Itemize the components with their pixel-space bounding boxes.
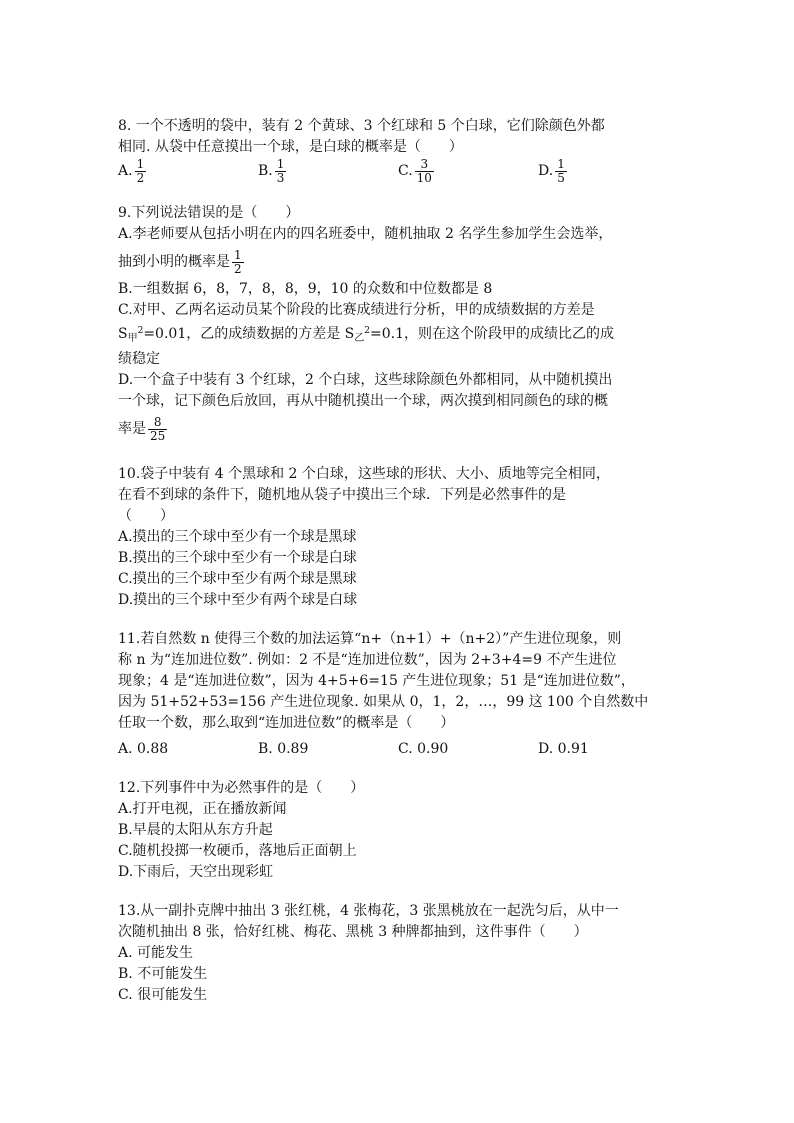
question-9-option-b: B.一组数据 6，8，7，8，8，9，10 的众数和中位数都是 8 (118, 281, 493, 297)
numerator: 3 (420, 157, 429, 171)
question-9-option-c-line-1: C.对甲、乙两名运动员某个阶段的比赛成绩进行分析，甲的成绩数据的方差是 (118, 302, 595, 318)
question-12-option-b: B.早晨的太阳从东方升起 (118, 822, 273, 838)
option-c: C. 0.90 (398, 741, 449, 757)
subscript: 甲 (127, 333, 138, 344)
question-10-option-c: C.摸出的三个球中至少有两个球是黑球 (118, 571, 357, 587)
question-9-option-a-line-2 (118, 245, 678, 279)
option-text: 抽到小明的概率是 (118, 254, 230, 270)
option-a: A. 0.88 (118, 741, 169, 757)
question-9-option-d-line-2: 一个球，记下颜色后放回，再从中随机摸出一个球，两次摸到相同颜色的球的概 (118, 393, 608, 409)
subscript: 乙 (354, 333, 365, 344)
question-8-line-1: 8. 一个不透明的袋中，装有 2 个黄球、3 个红球和 5 个白球，它们除颜色外都 (118, 118, 605, 134)
question-10-line-3: （ ） (118, 508, 174, 524)
question-13-option-a: A. 可能发生 (118, 945, 194, 961)
question-11-line-1: 11.若自然数 n 使得三个数的加法运算“n+（n+1）+（n+2）”产生进位现象，则 (118, 631, 622, 647)
numerator: 1 (234, 247, 242, 262)
fraction (275, 158, 287, 185)
question-8 (118, 116, 678, 185)
option-d: D. 0.91 (538, 741, 589, 757)
option-b (258, 158, 398, 185)
question-12-option-c: C.随机投掷一枚硬币，落地后正面朝上 (118, 843, 357, 859)
numerator: 1 (276, 157, 285, 171)
question-9 (118, 203, 678, 446)
question-10-line-2: 在看不到球的条件下，随机地从袋子中摸出三个球．下列是必然事件的是 (118, 487, 566, 503)
question-9-stem: 9.下列说法错误的是（ ） (118, 205, 300, 221)
question-13-option-c: C. 很可能发生 (118, 987, 208, 1003)
question-12-stem: 12.下列事件中为必然事件的是（ ） (118, 780, 365, 796)
question-11-line-2: 称 n 为“连加进位数”. 例如：2 不是“连加进位数”，因为 2+3+4=9 不产生进位 (118, 652, 617, 668)
question-13-line-2: 次随机抽出 8 张，恰好红桃、梅花、黑桃 3 种牌都抽到，这件事件（ ） (118, 924, 588, 940)
question-11-line-5: 任取一个数，那么取到“连加进位数”的概率是（ ） (118, 715, 455, 731)
numerator: 1 (136, 157, 145, 171)
question-9-option-a-line-1: A.李老师要从包括小明在内的四名班委中，随机抽取 2 名学生参加学生会选举， (118, 226, 613, 242)
question-13-option-b: B. 不可能发生 (118, 966, 208, 982)
option-b: B. 0.89 (258, 741, 309, 757)
denominator: 2 (234, 261, 242, 276)
question-11-options (118, 739, 678, 760)
option-text: =0.01，乙的成绩数据的方差是 S (143, 326, 355, 342)
question-11-line-4: 因为 51+52+53=156 产生进位现象. 如果从 0，1，2，…，99 这 100 个自然数中 (118, 694, 649, 710)
numerator: 8 (153, 414, 162, 429)
option-text: 率是 (118, 421, 146, 437)
question-10 (118, 464, 678, 611)
denominator: 10 (416, 171, 432, 185)
option-label: B. (258, 163, 273, 179)
question-9-option-d-line-1: D.一个盒子中装有 3 个红球，2 个白球，这些球除颜色外都相同，从中随机摸出 (118, 372, 613, 388)
variance-symbol: S (118, 326, 128, 342)
option-c (398, 158, 538, 185)
denominator: 25 (150, 428, 166, 443)
option-d (538, 158, 678, 185)
option-label: C. (398, 163, 413, 179)
fraction (232, 249, 244, 276)
option-a (118, 158, 258, 185)
question-8-line-2: 相同. 从袋中任意摸出一个球，是白球的概率是（ ） (118, 139, 463, 155)
denominator: 5 (557, 171, 565, 185)
question-9-option-d-line-3 (118, 412, 678, 446)
question-13 (118, 901, 678, 1006)
question-13-line-1: 13.从一副扑克牌中抽出 3 张红桃，4 张梅花，3 张黑桃放在一起洗匀后，从中一 (118, 903, 619, 919)
question-11 (118, 629, 678, 760)
denominator: 2 (136, 171, 145, 185)
numerator: 1 (557, 157, 565, 171)
question-11-line-3: 现象；4 是“连加进位数”，因为 4+5+6=15 产生进位现象；51 是“连加进位数”， (118, 673, 635, 689)
question-8-options (118, 158, 678, 185)
superscript: 2 (364, 326, 371, 336)
superscript: 2 (137, 326, 144, 336)
question-12-option-a: A.打开电视，正在播放新闻 (118, 801, 287, 817)
fraction (415, 158, 434, 185)
option-label: A. (118, 163, 133, 179)
question-10-option-b: B.摸出的三个球中至少有一个球是白球 (118, 550, 357, 566)
question-12-option-d: D.下雨后，天空出现彩虹 (118, 864, 274, 880)
question-12 (118, 778, 678, 883)
question-10-option-d: D.摸出的三个球中至少有两个球是白球 (118, 592, 358, 608)
question-9-option-c-line-3: 绩稳定 (118, 351, 160, 367)
question-9-option-c-line-2 (118, 321, 678, 349)
option-text: =0.1，则在这个阶段甲的成绩比乙的成 (370, 326, 615, 342)
denominator: 3 (276, 171, 285, 185)
fraction (135, 158, 147, 185)
question-10-line-1: 10.袋子中装有 4 个黑球和 2 个白球，这些球的形状、大小、质地等完全相同， (118, 466, 610, 482)
fraction (148, 416, 167, 443)
question-10-option-a: A.摸出的三个球中至少有一个球是黑球 (118, 529, 357, 545)
fraction (555, 158, 567, 185)
document-page (118, 110, 678, 1024)
option-label: D. (538, 163, 554, 179)
